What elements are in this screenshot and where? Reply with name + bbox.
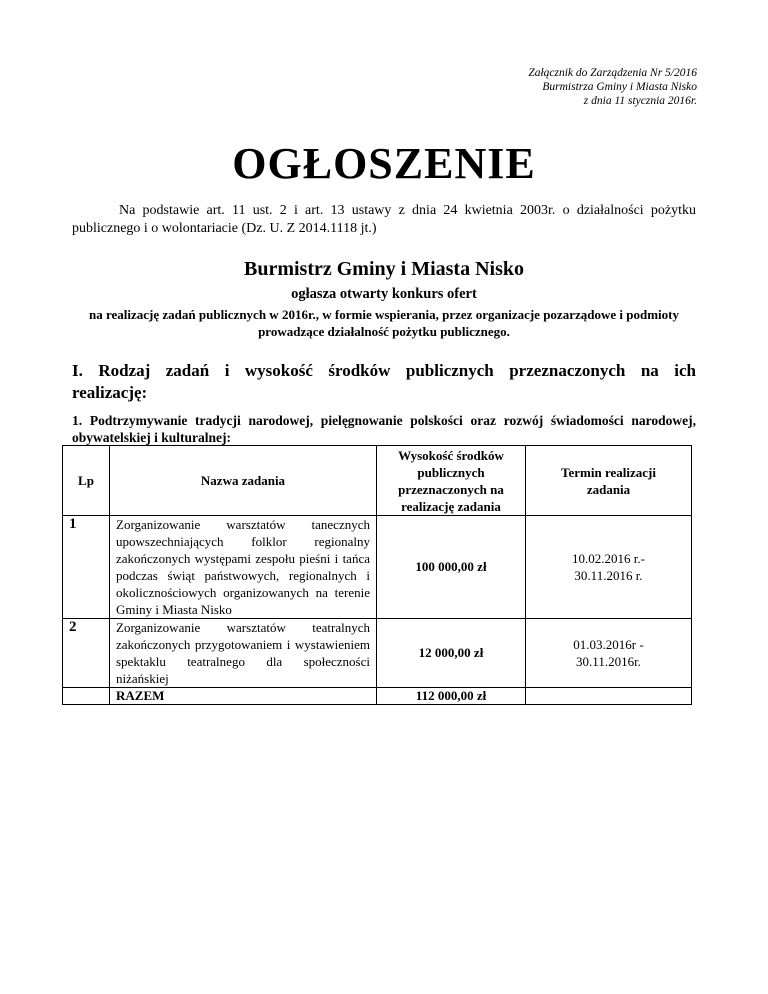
row-term: 01.03.2016r - 30.11.2016r. <box>526 619 692 688</box>
issuer-heading: Burmistrz Gminy i Miasta Nisko <box>244 258 524 280</box>
total-lp-empty <box>63 688 110 705</box>
document-title: OGŁOSZENIE <box>232 139 536 188</box>
row-lp: 1 <box>63 516 110 619</box>
total-amount: 112 000,00 zł <box>377 688 526 705</box>
row-amount: 100 000,00 zł <box>377 516 526 619</box>
tasks-table <box>62 445 692 705</box>
total-label: RAZEM <box>110 688 377 705</box>
row-term: 10.02.2016 r.- 30.11.2016 r. <box>526 516 692 619</box>
header-term: Termin realizacji zadania <box>526 446 692 516</box>
header-name: Nazwa zadania <box>110 446 377 516</box>
annex-note <box>528 66 697 108</box>
table-total-row <box>63 688 692 705</box>
row-amount: 12 000,00 zł <box>377 619 526 688</box>
annex-line-3: z dnia 11 stycznia 2016r. <box>583 95 697 107</box>
announcement-scope: na realizację zadań publicznych w 2016r., w formie wspierania, przez organizacje pozarządowe i podmioty prowadzące działalność pożytku publicznego. <box>89 307 679 339</box>
annex-line-2: Burmistrza Gminy i Miasta Nisko <box>542 81 697 93</box>
total-term-empty <box>526 688 692 705</box>
table-row <box>63 619 692 688</box>
announcement-subtitle: ogłasza otwarty konkurs ofert <box>291 286 477 302</box>
row-task-name: Zorganizowanie warsztatów teatralnych zakończonych przygotowaniem i wystawieniem spektaklu teatralnego dla społeczności niżańskiej <box>110 619 377 688</box>
header-lp: Lp <box>63 446 110 516</box>
annex-line-1: Załącznik do Zarządzenia Nr 5/2016 <box>528 67 697 79</box>
header-amount: Wysokość środków publicznych przeznaczonych na realizację zadania <box>377 446 526 516</box>
table-row <box>63 516 692 619</box>
row-task-name: Zorganizowanie warsztatów tanecznych upowszechniających folklor regionalny zakończonych występami zespołu pieśni i tańca podczas świąt państwowych, regionalnych i okolicznościowych organizowanych na terenie Gminy i Miasta Nisko <box>110 516 377 619</box>
task-heading: 1. Podtrzymywanie tradycji narodowej, pielęgnowanie polskości oraz rozwój świadomości narodowej, obywatelskiej i kulturalnej: <box>72 413 696 445</box>
table-header-row <box>63 446 692 516</box>
section-title: I. Rodzaj zadań i wysokość środków publicznych przeznaczonych na ich realizację: <box>72 361 696 402</box>
legal-basis: Na podstawie art. 11 ust. 2 i art. 13 ustawy z dnia 24 kwietnia 2003r. o działalności pożytku publicznego i o wolontariacie (Dz. U. Z 2014.1118 jt.) <box>72 203 696 236</box>
row-lp: 2 <box>63 619 110 688</box>
